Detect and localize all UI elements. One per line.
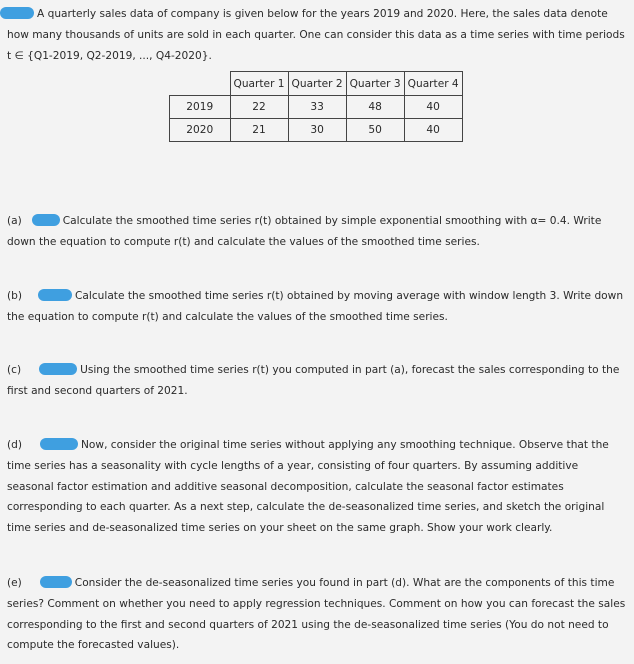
table-corner: [170, 72, 231, 96]
row-year: 2019: [170, 96, 231, 119]
table-cell: 21: [230, 119, 288, 142]
part-e-label: (e): [7, 577, 22, 589]
part-a-text: Calculate the smoothed time series r(t) obtained by simple exponential smoothing with α= 0.4. Write down the equation to compute r(t) and calculate the values of the smoothed time series.: [7, 215, 602, 248]
table-cell: 22: [230, 96, 288, 119]
header-quarter-4: Quarter 4: [404, 72, 462, 96]
table-row: [170, 96, 463, 119]
part-a: [7, 211, 627, 253]
redaction-mark: [40, 576, 72, 588]
redaction-mark: [38, 289, 72, 301]
part-c-text: Using the smoothed time series r(t) you computed in part (a), forecast the sales corresponding to the first and second quarters of 2021.: [7, 364, 620, 397]
part-b: [7, 286, 627, 328]
part-b-text: Calculate the smoothed time series r(t) obtained by moving average with window length 3. Write down the equation to compute r(t) and calculate the values of the smoothed time series.: [7, 290, 624, 323]
table-row: [170, 119, 463, 142]
header-quarter-2: Quarter 2: [288, 72, 346, 96]
sales-table: [169, 71, 463, 142]
part-d-text: Now, consider the original time series without applying any smoothing technique. Observe that the time series has a seasonality with cycle lengths of a year, consisting of four quarters. By assuming additive seasonal factor estimation and additive seasonal decomposition, calculate the seasonal factor estimates corresponding to each quarter. As a next step, calculate the de-seasonalized time series, and sketch the original time series and de-seasonalized time series on your sheet on the same graph. Show your work clearly.: [7, 439, 609, 535]
part-e: [7, 573, 627, 656]
table-cell: 40: [404, 119, 462, 142]
part-e-text: Consider the de-seasonalized time series you found in part (d). What are the components of this time series? Comment on whether you need to apply regression techniques. Comment on how you can forecast the sales corresponding to the first and second quarters of 2021 using the de-seasonalized time series (You do not need to compute the forecasted values).: [7, 577, 626, 652]
table-cell: 30: [288, 119, 346, 142]
redaction-mark: [0, 7, 34, 19]
redaction-mark: [40, 438, 78, 450]
redaction-mark: [39, 363, 77, 375]
table-cell: 50: [346, 119, 404, 142]
header-quarter-3: Quarter 3: [346, 72, 404, 96]
table-cell: 40: [404, 96, 462, 119]
redaction-mark: [32, 214, 60, 226]
part-c: [7, 360, 627, 402]
table-cell: 33: [288, 96, 346, 119]
part-c-label: (c): [7, 364, 22, 376]
part-d: [7, 435, 627, 539]
part-a-label: (a): [7, 215, 22, 227]
intro-paragraph: [7, 4, 627, 66]
part-b-label: (b): [7, 290, 22, 302]
intro-text: A quarterly sales data of company is given below for the years 2019 and 2020. Here, the sales data denote how many thousands of units are sold in each quarter. One can consider this data as a time series with time periods t ∈ {Q1-2019, Q2-2019, ..., Q4-2020}.: [7, 8, 625, 62]
part-d-label: (d): [7, 439, 22, 451]
row-year: 2020: [170, 119, 231, 142]
table-cell: 48: [346, 96, 404, 119]
header-quarter-1: Quarter 1: [230, 72, 288, 96]
